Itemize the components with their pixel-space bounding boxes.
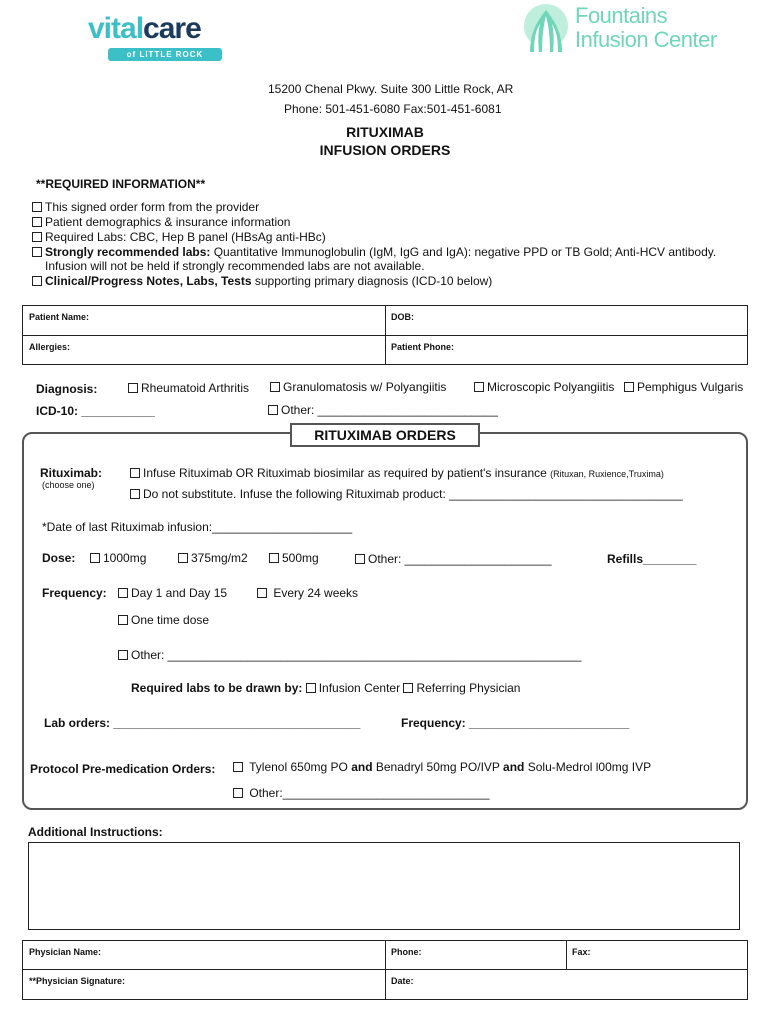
last-infusion-field[interactable]: *Date of last Rituximab infusion:_____________________ — [42, 520, 353, 534]
checkbox[interactable] — [257, 588, 267, 598]
premed-label: Protocol Pre-medication Orders: — [30, 762, 216, 776]
dose-label: Dose: — [42, 551, 76, 565]
physician-table — [22, 940, 748, 1000]
required-item: Strongly recommended labs: Quantitative Immunoglobulin (IgM, IgG and IgA): negative PPD or TB Gold; Anti-HCV antibody. — [32, 245, 716, 259]
checkbox[interactable] — [128, 383, 138, 393]
frequency-option[interactable]: Day 1 and Day 15 — [118, 586, 227, 600]
date-field[interactable]: Date: — [391, 976, 414, 986]
required-heading: **REQUIRED INFORMATION** — [36, 177, 206, 191]
rituximab-option-infuse[interactable]: Infuse Rituximab OR Rituximab biosimilar as required by patient's insurance (Rituxan, Ruxience,Truxima) — [130, 466, 664, 480]
dose-option[interactable]: 1000mg — [90, 551, 146, 565]
premed-option-protocol[interactable]: Tylenol 650mg PO and Benadryl 50mg PO/IVP and Solu-Medrol l00mg IVP — [233, 760, 651, 774]
required-item: Required Labs: CBC, Hep B panel (HBsAg anti-HBc) — [32, 230, 326, 244]
checkbox[interactable] — [118, 650, 128, 660]
premed-option-other[interactable]: Other:_______________________________ — [233, 786, 490, 800]
checkbox[interactable] — [32, 247, 42, 257]
physician-phone-field[interactable]: Phone: — [391, 947, 422, 957]
icd10-field[interactable]: ICD-10: ___________ — [36, 404, 155, 418]
vitalcare-wordmark: vitalcare — [88, 12, 201, 45]
checkbox[interactable] — [355, 554, 365, 564]
checkbox[interactable] — [32, 276, 42, 286]
checkbox[interactable] — [118, 615, 128, 625]
facility-address: 15200 Chenal Pkwy. Suite 300 Little Rock, AR — [268, 82, 514, 96]
refills-field[interactable]: Refills________ — [607, 552, 697, 566]
frequency-option[interactable]: Every 24 weeks — [257, 586, 358, 600]
patient-name-field[interactable]: Patient Name: — [29, 312, 90, 322]
checkbox[interactable] — [270, 382, 280, 392]
fountains-wordmark: Fountains Infusion Center — [575, 3, 717, 52]
labs-drawn-row: Required labs to be drawn by: Infusion Center Referring Physician — [131, 681, 521, 695]
frequency-option[interactable]: One time dose — [118, 613, 209, 627]
dose-option[interactable]: 375mg/m2 — [178, 551, 248, 565]
rituximab-option-nosub[interactable]: Do not substitute. Infuse the following Rituximab product: ___________________________________ — [130, 487, 683, 501]
form-title-line2: INFUSION ORDERS — [319, 142, 451, 158]
checkbox[interactable] — [233, 762, 243, 772]
facility-phone: Phone: 501-451-6080 Fax:501-451-6081 — [284, 102, 502, 116]
diagnosis-option[interactable]: Rheumatoid Arthritis — [128, 381, 249, 395]
vitalcare-subtitle: of LITTLE ROCK — [108, 48, 222, 61]
checkbox[interactable] — [306, 683, 316, 693]
dob-field[interactable]: DOB: — [391, 312, 414, 322]
vitalcare-logo — [88, 12, 248, 60]
diagnosis-label: Diagnosis: — [36, 382, 98, 396]
allergies-field[interactable]: Allergies: — [29, 342, 71, 352]
fountains-leaf-icon — [520, 2, 572, 58]
required-item: This signed order form from the provider — [32, 200, 259, 214]
checkbox[interactable] — [178, 553, 188, 563]
diagnosis-other[interactable]: Other: ___________________________ — [268, 403, 498, 417]
checkbox[interactable] — [32, 232, 42, 242]
physician-name-field[interactable]: Physician Name: — [29, 947, 102, 957]
checkbox[interactable] — [130, 489, 140, 499]
choose-one-note: (choose one) — [42, 480, 95, 490]
rituximab-label: Rituximab: — [40, 466, 103, 480]
additional-instructions-label: Additional Instructions: — [28, 825, 163, 839]
diagnosis-option[interactable]: Granulomatosis w/ Polyangiitis — [270, 380, 446, 394]
checkbox[interactable] — [624, 382, 634, 392]
frequency-label: Frequency: — [42, 586, 107, 600]
checkbox[interactable] — [32, 217, 42, 227]
checkbox[interactable] — [32, 202, 42, 212]
fountains-logo — [520, 2, 730, 58]
physician-signature-field[interactable]: **Physician Signature: — [29, 976, 126, 986]
checkbox[interactable] — [268, 405, 278, 415]
checkbox[interactable] — [269, 553, 279, 563]
frequency-option-other[interactable]: Other: ______________________________________________________________ — [118, 648, 581, 662]
physician-fax-field[interactable]: Fax: — [572, 947, 591, 957]
checkbox[interactable] — [474, 382, 484, 392]
lab-frequency-field[interactable]: Frequency: ________________________ — [401, 716, 630, 730]
patient-phone-field[interactable]: Patient Phone: — [391, 342, 455, 352]
form-title-line1: RITUXIMAB — [346, 124, 424, 140]
checkbox[interactable] — [118, 588, 128, 598]
diagnosis-option[interactable]: Microscopic Polyangiitis — [474, 380, 614, 394]
lab-orders-field[interactable]: Lab orders: _____________________________________ — [44, 716, 361, 730]
required-item-continued: Infusion will not be held if strongly recommended labs are not available. — [45, 259, 425, 273]
additional-instructions-field[interactable] — [28, 842, 740, 930]
dose-option-other[interactable]: Other: ______________________ — [355, 552, 552, 566]
orders-title: RITUXIMAB ORDERS — [290, 423, 480, 447]
checkbox[interactable] — [130, 468, 140, 478]
required-item: Clinical/Progress Notes, Labs, Tests supporting primary diagnosis (ICD-10 below) — [32, 274, 492, 288]
checkbox[interactable] — [403, 683, 413, 693]
patient-info-table — [22, 305, 748, 365]
dose-option[interactable]: 500mg — [269, 551, 319, 565]
checkbox[interactable] — [233, 788, 243, 798]
checkbox[interactable] — [90, 553, 100, 563]
diagnosis-option[interactable]: Pemphigus Vulgaris — [624, 380, 743, 394]
required-item: Patient demographics & insurance information — [32, 215, 290, 229]
